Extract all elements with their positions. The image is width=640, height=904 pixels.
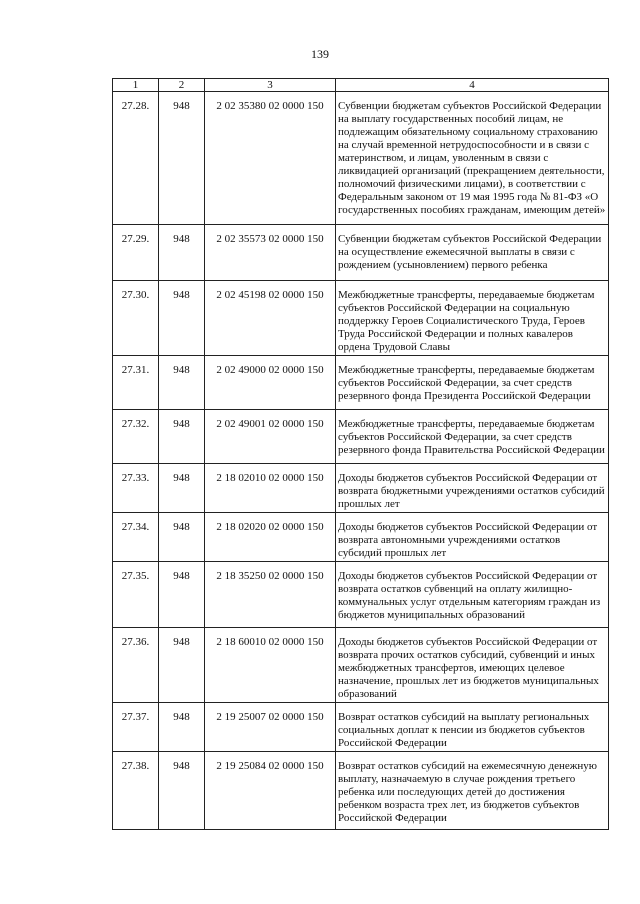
revenue-name-cell xyxy=(336,410,609,464)
budget-class-code: 2 18 02010 02 0000 150 xyxy=(205,464,336,513)
budget-class-code: 2 19 25084 02 0000 150 xyxy=(205,752,336,830)
admin-code: 948 xyxy=(159,92,205,225)
revenue-name: Субвенции бюджетам субъектов Российской Федерации на осуществление ежемесячной выплаты в связи с рождением (усыновлением) первого ребенка xyxy=(338,233,602,271)
revenue-codes-table xyxy=(112,78,609,830)
admin-code: 948 xyxy=(159,703,205,752)
column-header-4: 4 xyxy=(336,79,609,92)
revenue-name-cell xyxy=(336,703,609,752)
revenue-name: Возврат остатков субсидий на ежемесячную денежную выплату, назначаемую в случае рождения третьего ребенка или последующих детей до достижения ребенком возраста трех лет, из бюджетов субъектов Российской Федерации xyxy=(338,760,597,824)
revenue-name: Доходы бюджетов субъектов Российской Федерации от возврата остатков субвенций на оплату жилищно-коммунальных услуг отдельным категориям граждан из бюджетов муниципальных образований xyxy=(338,570,601,621)
revenue-name-cell xyxy=(336,356,609,410)
table-row xyxy=(113,562,609,628)
table-body xyxy=(113,92,609,830)
admin-code: 948 xyxy=(159,281,205,356)
admin-code: 948 xyxy=(159,628,205,703)
admin-code: 948 xyxy=(159,225,205,281)
table-row xyxy=(113,513,609,562)
table-header-row xyxy=(113,79,609,92)
row-number: 27.33. xyxy=(113,464,159,513)
admin-code: 948 xyxy=(159,752,205,830)
revenue-name: Возврат остатков субсидий на выплату региональных социальных доплат к пенсии из бюджетов субъектов Российской Федерации xyxy=(338,711,590,749)
admin-code: 948 xyxy=(159,410,205,464)
row-number: 27.37. xyxy=(113,703,159,752)
table-row xyxy=(113,464,609,513)
row-number: 27.32. xyxy=(113,410,159,464)
row-number: 27.34. xyxy=(113,513,159,562)
revenue-name-cell xyxy=(336,513,609,562)
row-number: 27.35. xyxy=(113,562,159,628)
column-header-3: 3 xyxy=(205,79,336,92)
revenue-name: Межбюджетные трансферты, передаваемые бюджетам субъектов Российской Федерации, за счет средств резервного фонда Президента Российской Федерации xyxy=(338,364,595,402)
column-header-2: 2 xyxy=(159,79,205,92)
row-number: 27.31. xyxy=(113,356,159,410)
revenue-name-cell xyxy=(336,464,609,513)
budget-class-code: 2 18 35250 02 0000 150 xyxy=(205,562,336,628)
revenue-name-cell xyxy=(336,562,609,628)
revenue-name-cell xyxy=(336,628,609,703)
table-row xyxy=(113,628,609,703)
revenue-name: Доходы бюджетов субъектов Российской Федерации от возврата бюджетными учреждениями остатков субсидий прошлых лет xyxy=(338,472,605,510)
row-number: 27.30. xyxy=(113,281,159,356)
revenue-name-cell xyxy=(336,225,609,281)
budget-class-code: 2 02 49000 02 0000 150 xyxy=(205,356,336,410)
budget-class-code: 2 02 45198 02 0000 150 xyxy=(205,281,336,356)
admin-code: 948 xyxy=(159,513,205,562)
revenue-name-cell xyxy=(336,752,609,830)
table-header xyxy=(113,79,609,92)
row-number: 27.29. xyxy=(113,225,159,281)
budget-class-code: 2 02 35380 02 0000 150 xyxy=(205,92,336,225)
revenue-name: Доходы бюджетов субъектов Российской Федерации от возврата автономными учреждениями остатков субсидий прошлых лет xyxy=(338,521,598,559)
table-row xyxy=(113,92,609,225)
revenue-name: Доходы бюджетов субъектов Российской Федерации от возврата прочих остатков субсидий, субвенций и иных межбюджетных трансфертов, имеющих целевое назначение, прошлых лет из бюджетов муниципальных образований xyxy=(338,636,599,700)
table-row xyxy=(113,281,609,356)
table-row xyxy=(113,356,609,410)
table-row xyxy=(113,752,609,830)
table-row xyxy=(113,703,609,752)
revenue-name: Межбюджетные трансферты, передаваемые бюджетам субъектов Российской Федерации на социальную поддержку Героев Социалистического Труда, Героев Труда Российской Федерации и полных кавалеров ордена Трудовой Славы xyxy=(338,289,595,353)
column-header-1: 1 xyxy=(113,79,159,92)
budget-class-code: 2 19 25007 02 0000 150 xyxy=(205,703,336,752)
row-number: 27.38. xyxy=(113,752,159,830)
page-number: 139 xyxy=(311,47,329,61)
revenue-name-cell xyxy=(336,281,609,356)
row-number: 27.28. xyxy=(113,92,159,225)
budget-class-code: 2 02 49001 02 0000 150 xyxy=(205,410,336,464)
admin-code: 948 xyxy=(159,464,205,513)
budget-class-code: 2 18 60010 02 0000 150 xyxy=(205,628,336,703)
revenue-name: Субвенции бюджетам субъектов Российской Федерации на выплату государственных пособий лицам, не подлежащим обязательному социальному страхованию на случай временной нетрудоспособности и в связи с материнством, и лицам, уволенным в связи с ликвидацией организаций (прекращением деятельности, полномочий физическими лицами), в соответствии с Федеральным законом от 19 мая 1995 года № 81-ФЗ «О государственных пособиях гражданам, имеющим детей» xyxy=(338,100,606,216)
table-row xyxy=(113,225,609,281)
row-number: 27.36. xyxy=(113,628,159,703)
budget-class-code: 2 02 35573 02 0000 150 xyxy=(205,225,336,281)
revenue-name-cell xyxy=(336,92,609,225)
admin-code: 948 xyxy=(159,356,205,410)
table-row xyxy=(113,410,609,464)
budget-class-code: 2 18 02020 02 0000 150 xyxy=(205,513,336,562)
revenue-name: Межбюджетные трансферты, передаваемые бюджетам субъектов Российской Федерации, за счет средств резервного фонда Правительства Российской Федерации xyxy=(338,418,605,456)
admin-code: 948 xyxy=(159,562,205,628)
